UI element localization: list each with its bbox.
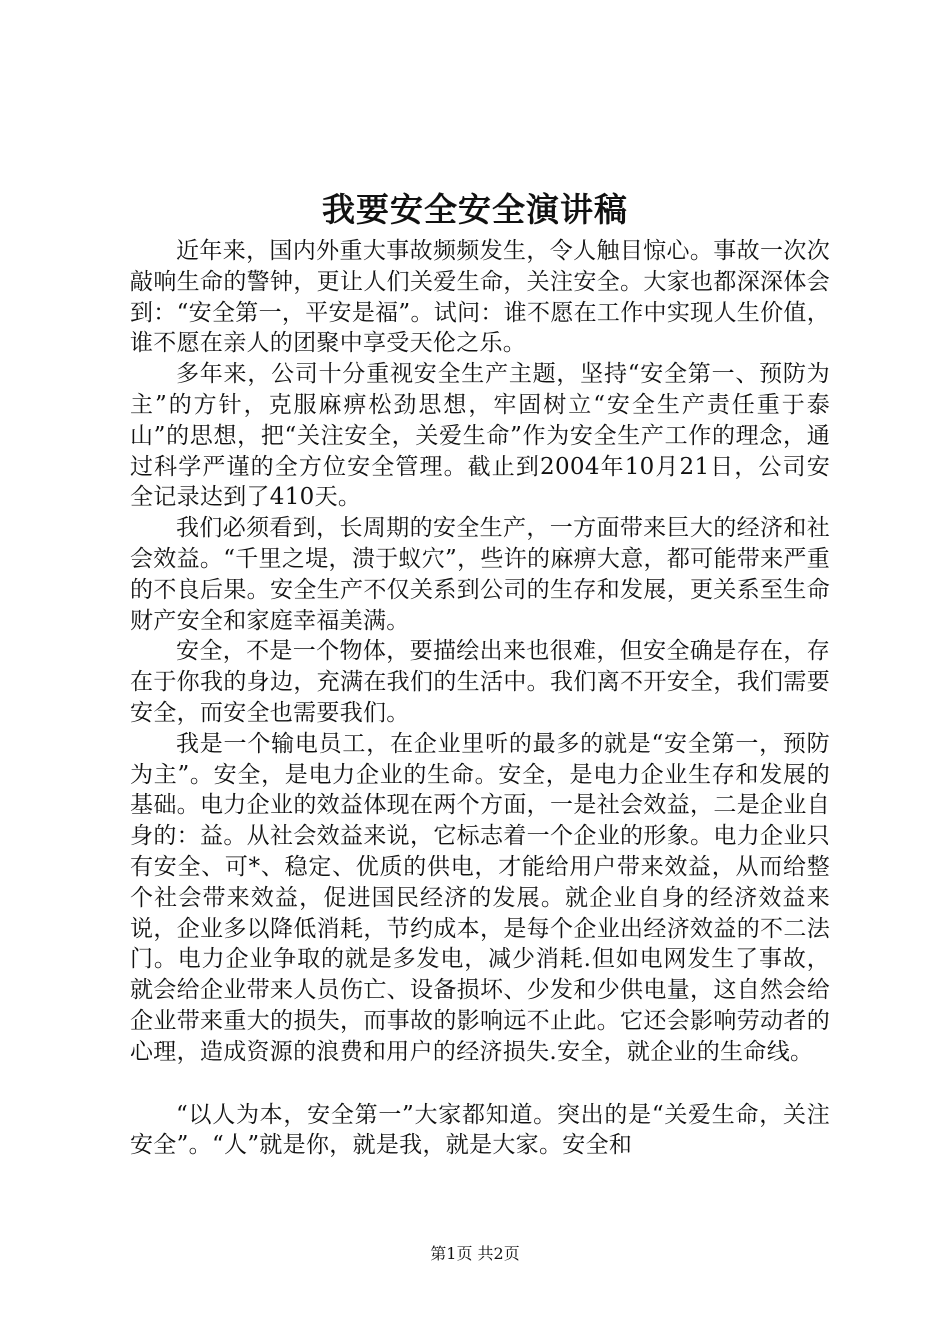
paragraph: 我是一个输电员工，在企业里听的最多的就是“安全第一，预防为主”。安全，是电力企业的生命。安全，是电力企业生存和发展的基础。电力企业的效益体现在两个方面，一是社会效益，二是企业自身的：益。从社会效益来说，它标志着一个企业的形象。电力企业只有安全、可*、稳定、优质的供电，才能给用户带来效益，从而给整个社会带来效益，促进国民经济的发展。就企业自身的经济效益来说，企业多以降低消耗，节约成本，是每个企业出经济效益的不二法门。电力企业争取的就是多发电，减少消耗.但如电网发生了事故，就会给企业带来人员伤亡、设备损坏、少发和少供电量，这自然会给企业带来重大的损失，而事故的影响远不止此。它还会影响劳动者的心理，造成资源的浪费和用户的经济损失.安全，就企业的生命线。 bbox=[130, 730, 830, 1065]
document-body bbox=[130, 236, 830, 1161]
paragraph: 多年来，公司十分重视安全生产主题，坚持“安全第一、预防为主”的方针，克服麻痹松劲思想，牢固树立“安全生产责任重于泰山”的思想，把“关注安全，关爱生命”作为安全生产工作的理念，通过科学严谨的全方位安全管理。截止到2004年10月21日，公司安全记录达到了410天。 bbox=[130, 361, 830, 511]
paragraph: 近年来，国内外重大事故频频发生，令人触目惊心。事故一次次敲响生命的警钟，更让人们关爱生命，关注安全。大家也都深深体会到：“安全第一，平安是福”。试问：谁不愿在工作中实现人生价值，谁不愿在亲人的团聚中享受天伦之乐。 bbox=[130, 238, 830, 357]
paragraph: 我们必须看到，长周期的安全生产，一方面带来巨大的经济和社会效益。“千里之堤，溃于蚁穴”，些许的麻痹大意，都可能带来严重的不良后果。安全生产不仅关系到公司的生存和发展，更关系至生命财产安全和家庭幸福美满。 bbox=[130, 515, 830, 634]
document-title: 我要安全安全演讲稿 bbox=[322, 190, 628, 229]
paragraph: 安全，不是一个物体，要描绘出来也很难，但安全确是存在，存在于你我的身边，充满在我们的生活中。我们离不开安全，我们需要安全，而安全也需要我们。 bbox=[130, 638, 830, 726]
paragraph: “以人为本，安全第一”大家都知道。突出的是“关爱生命，关注安全”。“人”就是你，就是我，就是大家。安全和 bbox=[130, 1101, 830, 1159]
page-number-footer: 第1页 共2页 bbox=[430, 1244, 520, 1263]
